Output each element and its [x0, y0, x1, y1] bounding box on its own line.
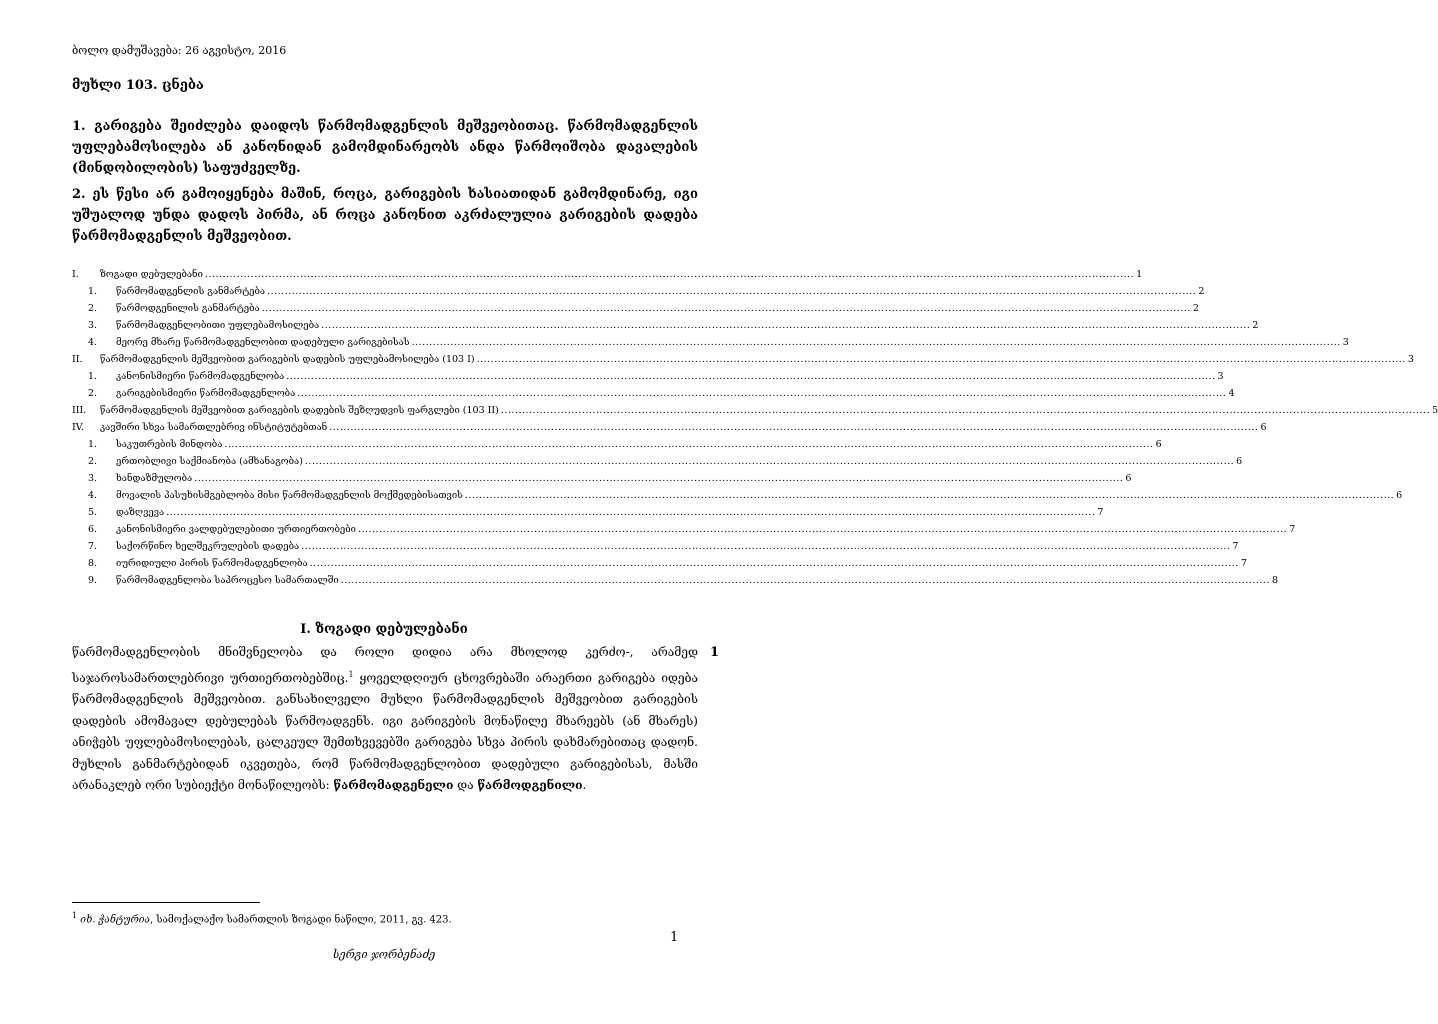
toc-leader-dots: [224, 436, 1153, 453]
page-number: 1: [670, 930, 679, 945]
term-represented: წარმოდგენილი: [477, 778, 583, 792]
toc-entry-number: 9.: [88, 575, 98, 586]
body-text-part: ყოველდღიურ ცხოვრებაში არაერთი გარიგება იდება წარმომადგენლის მეშვეობით. განსახილველი მუხლი წარმომადგენლის მეშვეობით გარიგების დადების ამომავალ დებულებას წარმოადგენს. იგი გარიგების მონაწილე მხარეებს (ან მხარეს) ანიჭებს უფლებამოსილებას, ცალკეულ შემთხვევებში გარიგება სხვა პირის დახმარებითაც დადონ. მუხლის განმარტებიდან იკვეთება, რომ წარმომადგენლობით დადებული გარიგებისას, მასში არანაკლებ ორი სუბიექტი მონაწილეობს:: [72, 670, 698, 792]
toc-entry-number: I.: [72, 269, 79, 280]
article-paragraph-2: 2. ეს წესი არ გამოიყენება მაშინ, როცა, გარიგების ხასიათიდან გამომდინარე, იგი უშუალოდ უნდა დადოს პირმა, ან როცა კანონით აკრძალულია გარიგების დადება წარმომადგენლის მეშვეობით.: [72, 187, 698, 244]
section-body-paragraph: [72, 642, 698, 797]
article-title: მუხლი 103. ცნება: [72, 78, 204, 93]
toc-leader-dots: [267, 283, 1196, 300]
toc-entry[interactable]: [72, 538, 1239, 555]
toc-leader-dots: [305, 453, 1234, 470]
section-heading: I. ზოგადი დებულებანი: [300, 622, 468, 637]
toc-entry-page: 2: [1252, 320, 1259, 331]
toc-entry-page: 6: [1260, 422, 1267, 433]
toc-entry-title: წარმომადგენლის განმარტება: [116, 286, 266, 297]
table-of-contents: [72, 266, 1438, 589]
footer-author: სერგი ჯორბენაძე: [332, 948, 436, 961]
toc-entry-title: მეორე მხარე წარმომადგენლობით დადებული გარიგებისას: [116, 337, 410, 348]
toc-entry-number: 2.: [88, 303, 98, 314]
toc-entry[interactable]: [72, 385, 1235, 402]
toc-entry-number: 1.: [88, 286, 98, 297]
toc-leader-dots: [286, 368, 1215, 385]
toc-entry[interactable]: [72, 266, 1143, 283]
toc-entry-title: წარმომადგენლის მეშვეობით გარიგების დადების შეზღუდვის ფარგლები (103 II): [100, 405, 499, 416]
toc-entry-page: 3: [1217, 371, 1224, 382]
toc-entry-number: 2.: [88, 456, 98, 467]
toc-entry-title: კავშირი სხვა სამართლებრივ ინსტიტუტებთან: [100, 422, 328, 433]
toc-leader-dots: [358, 521, 1287, 538]
footnote-reference[interactable]: 1: [348, 669, 354, 679]
toc-entry-title: იურიდიული პირის წარმომადგენლობა: [116, 558, 308, 569]
toc-entry-page: 8: [1271, 575, 1279, 586]
footnote-text: , სამოქალაქო სამართლის ზოგადი ნაწილი, 2011, გვ. 423.: [150, 914, 452, 926]
toc-leader-dots: [310, 555, 1239, 572]
toc-entry-title: საქორწინო ხელშეკრულების დადება: [116, 541, 300, 552]
toc-entry-page: 6: [1125, 473, 1132, 484]
toc-entry-page: 3: [1342, 337, 1349, 348]
toc-leader-dots: [329, 419, 1258, 436]
toc-entry-number: 4.: [88, 490, 98, 501]
toc-entry[interactable]: [72, 283, 1205, 300]
toc-entry[interactable]: [72, 402, 1438, 419]
toc-leader-dots: [297, 385, 1226, 402]
toc-leader-dots: [501, 402, 1430, 419]
toc-leader-dots: [465, 487, 1394, 504]
footnote-author: იხ. ჭანტურია: [80, 914, 151, 926]
toc-entry[interactable]: [72, 470, 1132, 487]
term-representative: წარმომადგენელი: [333, 778, 454, 792]
toc-entry-title: მოვალის პასუხისმგებლობა მისი წარმომადგენლის მოქმედებისათვის: [116, 490, 463, 501]
toc-entry[interactable]: [72, 572, 1279, 589]
toc-entry[interactable]: [72, 521, 1296, 538]
footnote: [72, 911, 452, 925]
toc-entry-page: 6: [1396, 490, 1403, 501]
toc-entry-number: II.: [72, 354, 83, 365]
toc-entry-page: 6: [1155, 439, 1162, 450]
toc-leader-dots: [321, 317, 1250, 334]
toc-entry-title: ზოგადი დებულებანი: [100, 269, 203, 280]
toc-entry-page: 6: [1236, 456, 1243, 467]
toc-entry-page: 3: [1407, 354, 1414, 365]
footnote-number: 1: [72, 911, 78, 920]
toc-leader-dots: [412, 334, 1341, 351]
toc-entry[interactable]: [72, 487, 1403, 504]
toc-entry-title: საკუთრების მინდობა: [116, 439, 223, 450]
toc-entry-number: 3.: [88, 473, 98, 484]
toc-leader-dots: [205, 266, 1134, 283]
toc-entry-page: 7: [1232, 541, 1239, 552]
body-text-end: .: [582, 778, 587, 792]
toc-entry[interactable]: [72, 368, 1224, 385]
footnote-separator: [72, 902, 260, 903]
margin-number: 1: [710, 645, 720, 660]
toc-entry[interactable]: [72, 351, 1414, 368]
toc-leader-dots: [341, 572, 1270, 589]
toc-entry-title: წარმომადგენლობა საპროცესო სამართალში: [116, 575, 339, 586]
toc-entry-number: 6.: [88, 524, 98, 535]
toc-entry-page: 7: [1240, 558, 1247, 569]
toc-entry-title: კანონისმიერი წარმომადგენლობა: [116, 371, 285, 382]
body-text-conjunction: და: [453, 778, 478, 792]
toc-entry-page: 4: [1228, 388, 1235, 399]
body-text-part: წარმომადგენლობის მნიშვნელობა და როლი დიდია არა მხოლოდ კერძო-, არამედ საჯაროსამართლებრივი ურთიერთობებშიც.: [72, 645, 698, 685]
toc-leader-dots: [166, 504, 1095, 521]
toc-entry[interactable]: [72, 555, 1247, 572]
toc-leader-dots: [301, 538, 1230, 555]
toc-entry-page: 1: [1136, 269, 1143, 280]
toc-entry-number: 4.: [88, 337, 98, 348]
toc-entry[interactable]: [72, 436, 1162, 453]
last-updated-line: ბოლო დამუშავება: 26 აგვისტო, 2016: [72, 44, 287, 57]
toc-entry-title: წარმოდგენილის განმარტება: [116, 303, 260, 314]
toc-entry[interactable]: [72, 300, 1199, 317]
toc-entry-number: 7.: [88, 541, 98, 552]
toc-entry-title: გარიგებისმიერი წარმომადგენლობა: [116, 388, 296, 399]
toc-entry[interactable]: [72, 317, 1259, 334]
toc-entry-number: 5.: [88, 507, 98, 518]
toc-entry[interactable]: [72, 504, 1104, 521]
toc-entry-page: 7: [1289, 524, 1296, 535]
toc-entry-page: 2: [1198, 286, 1205, 297]
toc-entry-title: ერთობლივი საქმიანობა (ამხანაგობა): [116, 456, 303, 467]
toc-entry-title: დაზღვევა: [116, 507, 165, 518]
toc-entry-number: 2.: [88, 388, 98, 399]
toc-entry-title: ხანდაზმულობა: [116, 473, 193, 484]
toc-entry-number: 3.: [88, 320, 98, 331]
toc-entry[interactable]: [72, 453, 1243, 470]
article-paragraph-1: 1. გარიგება შეიძლება დაიდოს წარმომადგენლის მეშვეობითაც. წარმომადგენლის უფლებამოსილება ან კანონიდან გამომდინარეობს ანდა წარმოიშობა დავალების (მინდობილობის) საფუძველზე.: [72, 119, 698, 176]
toc-entry-title: წარმომადგენლობითი უფლებამოსილება: [116, 320, 320, 331]
toc-leader-dots: [477, 351, 1406, 368]
toc-entry-page: 5: [1432, 405, 1438, 416]
toc-entry-title: წარმომადგენლის მეშვეობით გარიგების დადების უფლებამოსილება (103 I): [100, 354, 475, 365]
toc-entry-title: კანონისმიერი ვალდებულებითი ურთიერთობები: [116, 524, 356, 535]
toc-entry-number: 8.: [88, 558, 98, 569]
toc-leader-dots: [262, 300, 1191, 317]
toc-leader-dots: [194, 470, 1123, 487]
toc-entry-number: 1.: [88, 371, 98, 382]
toc-entry[interactable]: [72, 334, 1349, 351]
toc-entry-number: 1.: [88, 439, 98, 450]
toc-entry-page: 2: [1192, 303, 1199, 314]
toc-entry-number: III.: [72, 405, 87, 416]
toc-entry-page: 7: [1097, 507, 1104, 518]
toc-entry[interactable]: [72, 419, 1267, 436]
toc-entry-number: IV.: [72, 422, 84, 433]
